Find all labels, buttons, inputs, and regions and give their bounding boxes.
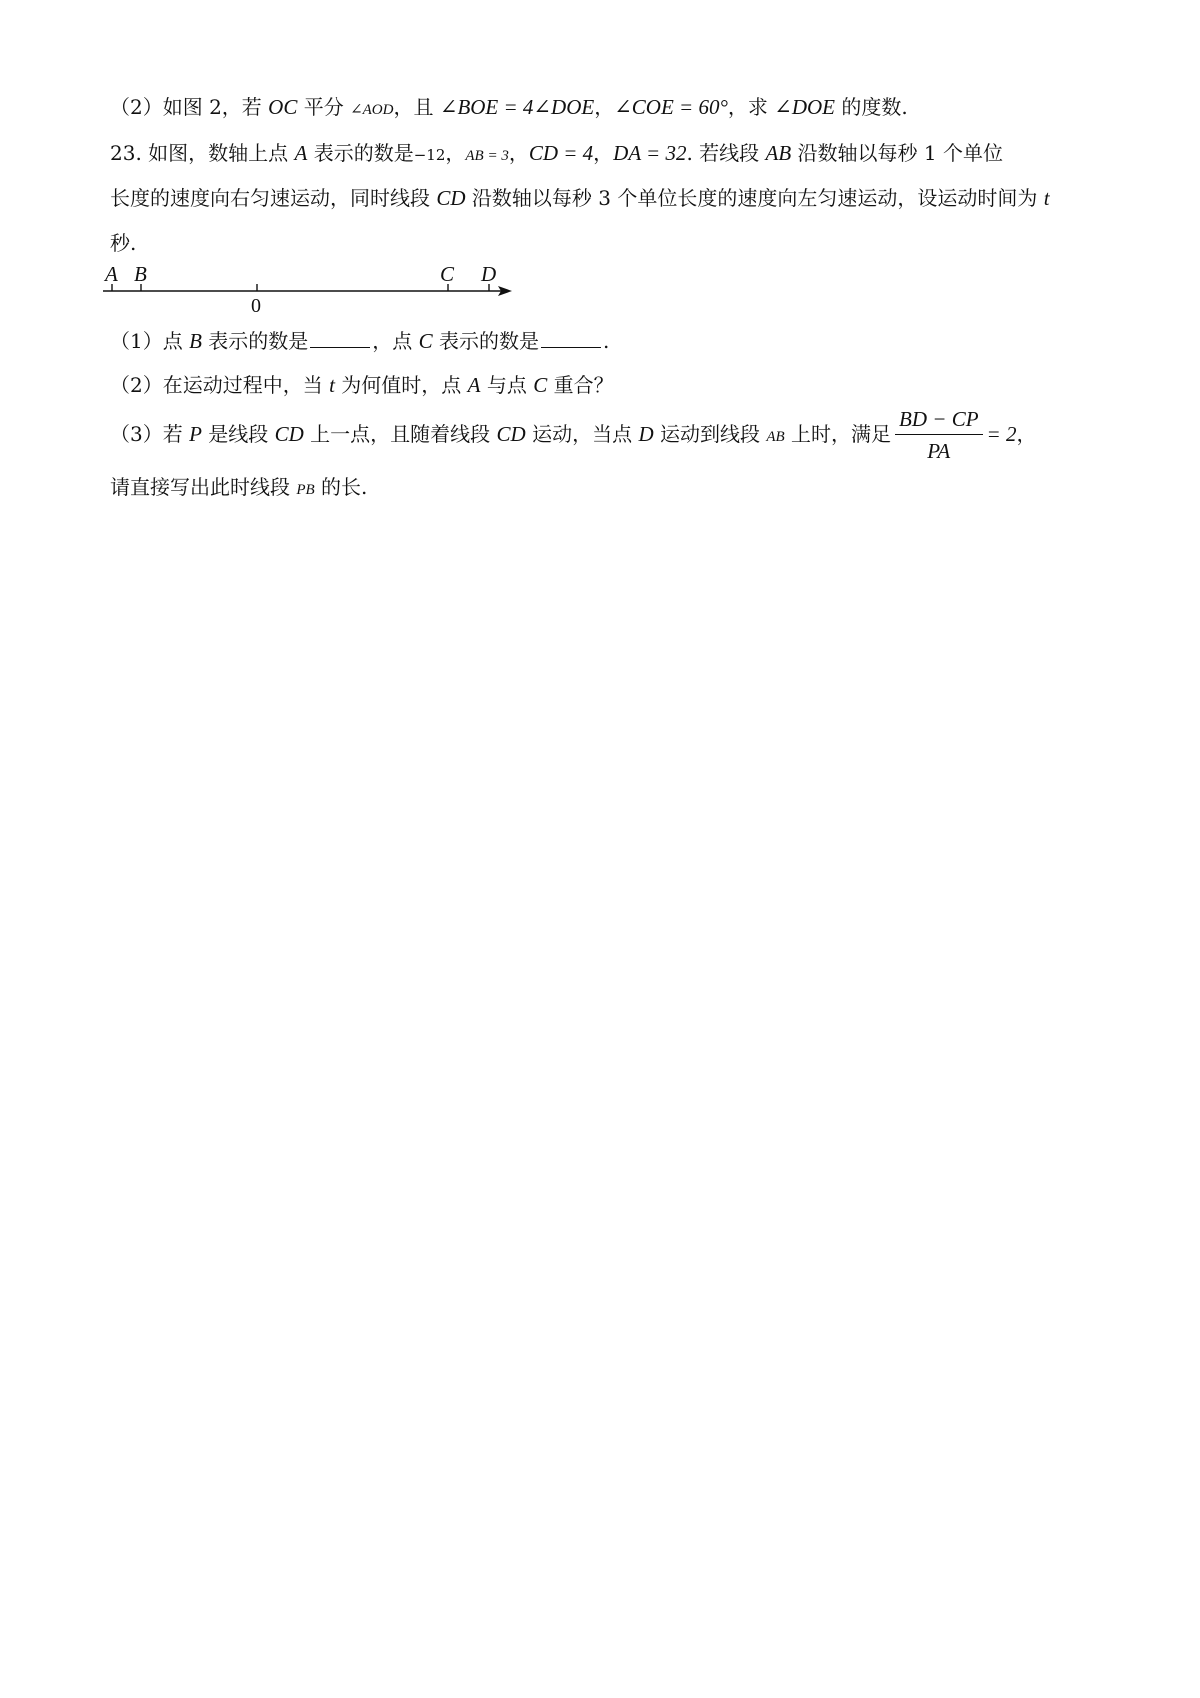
q22-bisect-text: 平分 (297, 95, 351, 119)
q23-text: 秒. (110, 231, 137, 255)
q23-var-a: A (467, 373, 481, 397)
q23-cd4: CD = 4 (528, 141, 594, 165)
fraction-denominator: PA (927, 439, 951, 463)
q22-and-text: ，且 (393, 95, 440, 119)
q23-var-cd: CD (436, 186, 466, 210)
q23-var-ab: AB (766, 429, 785, 445)
q22-suffix: 的度数. (834, 95, 908, 119)
q23-var-t: t (329, 373, 335, 397)
label-d: D (481, 262, 497, 286)
q22-eq2: ∠COE = 60° (614, 95, 728, 119)
q23-var-ab: AB (765, 141, 792, 165)
q22-ask-text: ，求 (727, 95, 775, 119)
q23-text: （2）在运动过程中，当 (110, 373, 330, 397)
q22-part2-line (110, 93, 908, 124)
q22-eq1: ∠BOE = 4∠DOE (439, 95, 595, 119)
q23-text: 与点 (480, 373, 534, 397)
q23-line2 (110, 184, 1050, 212)
q23-text: . 若线段 (686, 141, 766, 165)
q23-text: （1）点 (110, 329, 190, 353)
q23-text: . (603, 329, 610, 353)
q23-var-a: A (294, 141, 308, 165)
q23-text: 沿数轴以每秒 3 个单位长度的速度向左匀速运动，设运动时间为 (465, 186, 1044, 210)
q23-text: 长度的速度向右匀速运动，同时线段 (110, 186, 437, 210)
q23-part3-line2 (110, 473, 367, 504)
label-c: C (440, 262, 455, 286)
q23-text: 上时，满足 (784, 422, 892, 446)
q22-sep: ， (594, 95, 615, 119)
q23-comma: ， (508, 141, 529, 165)
q23-comma: ， (593, 141, 614, 165)
q23-line3 (110, 229, 136, 257)
q23-text: 表示的数是 (201, 329, 309, 353)
q22-angle-aod: ∠AOD (350, 102, 394, 118)
q23-text: 请直接写出此时线段 (110, 475, 297, 499)
q23-text: 的长. (314, 475, 368, 499)
q22-angle-doe: ∠DOE (774, 95, 835, 119)
answer-blank-b[interactable] (310, 329, 370, 348)
q23-var-p: P (189, 422, 202, 446)
q23-text: 表示的数是 (307, 141, 414, 165)
q23-text: 上一点，且随着线段 (303, 422, 497, 446)
q23-text: 运动到线段 (653, 422, 767, 446)
number-line-figure (100, 262, 540, 322)
label-b: B (134, 262, 147, 286)
q23-comma: ， (445, 141, 466, 165)
q23-var-c: C (533, 373, 548, 397)
q22-part2-prefix: （2）如图 2，若 (110, 95, 269, 119)
q23-var-pb: PB (296, 482, 315, 498)
q23-var-d: D (638, 422, 654, 446)
q23-text: 表示的数是 (432, 329, 540, 353)
q23-part2 (110, 371, 614, 399)
q23-ab3: AB = 3 (465, 148, 509, 164)
q23-text: 是线段 (201, 422, 275, 446)
q23-eq2: = 2 (986, 422, 1017, 446)
q23-var-t: t (1043, 186, 1050, 210)
q23-text: （3）若 (110, 422, 190, 446)
q23-neg12: −12 (413, 146, 446, 164)
q23-text: ，点 (372, 329, 419, 353)
q23-var-cd: CD (274, 422, 304, 446)
q23-var-cd: CD (496, 422, 526, 446)
q23-text: 为何值时，点 (334, 373, 468, 397)
fraction-numerator: BD − CP (895, 409, 983, 435)
q22-oc: OC (268, 95, 298, 119)
q23-da32: DA = 32 (613, 141, 687, 165)
q23-text: 沿数轴以每秒 1 个单位 (791, 141, 1003, 165)
q23-part1 (110, 327, 609, 355)
answer-blank-c[interactable] (541, 329, 601, 348)
q23-part3-line1 (110, 408, 1036, 463)
q23-number: 23. (110, 141, 149, 165)
label-a: A (105, 262, 118, 286)
q23-text: 如图，数轴上点 (148, 141, 295, 165)
q23-var-b: B (189, 329, 202, 353)
fraction (895, 409, 983, 462)
q23-line1 (110, 139, 1003, 170)
q23-text: 重合？ (547, 373, 614, 397)
q23-comma: ， (1016, 422, 1037, 446)
q23-var-c: C (418, 329, 433, 353)
label-zero: 0 (251, 295, 261, 317)
q23-text: 运动，当点 (525, 422, 639, 446)
